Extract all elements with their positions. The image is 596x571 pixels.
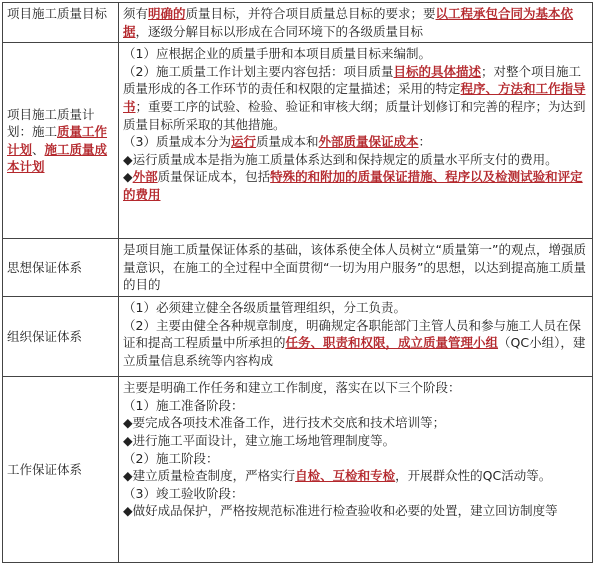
text-segment: ◆建立质量检查制度，严格实行 xyxy=(123,468,296,484)
text-segment: （2）主要由健全各种规章制度，明确规定各职能部门主管人员和参与施工人员在保证和提高工程质量中所承担的 xyxy=(123,317,581,351)
text-segment: ◆要完成各项技术准备工作，进行技术交底和技术培训等； xyxy=(123,415,446,431)
text-segment: 是项目施工质量保证体系的基础，该体系使全体人员树立“质量第一”的观点，增强质量意识，在施工的全过程中全面贯彻“一切为用户服务”的思想，以达到提高施工质量的目的 xyxy=(123,242,586,293)
content-paragraph xyxy=(123,379,588,397)
text-segment: ，开展群众性的QC活动等。 xyxy=(395,468,552,484)
content-paragraph xyxy=(123,168,588,203)
quality-plan-row xyxy=(3,43,593,239)
text-segment: ◆做好成品保护，严格按规范标准进行检查验收和必要的处置，建立回访制度等 xyxy=(123,503,558,519)
text-segment: ◆运行质量成本是指为施工质量体系达到和保持规定的质量水平所支付的费用。 xyxy=(123,151,558,167)
content-paragraph xyxy=(123,299,588,317)
highlighted-text: 以工程承包合同为基本依据 xyxy=(123,6,574,39)
row-content xyxy=(119,297,593,377)
work-guarantee-row xyxy=(3,377,593,563)
content-paragraph xyxy=(123,241,588,294)
highlighted-text: 明确的 xyxy=(148,6,186,21)
text-segment: 思想保证体系 xyxy=(7,259,83,275)
row-content xyxy=(119,3,593,43)
row-label xyxy=(3,3,119,43)
highlighted-text: 运行 xyxy=(230,134,256,150)
text-segment: 质量保证成本，包括 xyxy=(157,169,271,185)
text-segment: （1）应根据企业的质量手册和本项目质量目标来编制。 xyxy=(123,46,431,62)
text-segment: （1）施工准备阶段： xyxy=(123,397,244,413)
text-segment: （2）施工阶段： xyxy=(123,450,219,466)
quality-system-table xyxy=(2,2,593,563)
thought-guarantee-row xyxy=(3,239,593,297)
row-label xyxy=(3,297,119,377)
text-segment: 须有 xyxy=(123,6,149,21)
row-label xyxy=(3,43,119,239)
text-segment: ： xyxy=(418,134,432,150)
row-label xyxy=(3,377,119,563)
highlighted-text: 目标的具体描述 xyxy=(393,63,481,79)
text-segment: （3）竣工验收阶段： xyxy=(123,485,244,501)
content-paragraph xyxy=(123,5,588,40)
content-paragraph xyxy=(123,467,588,485)
highlighted-text: 质量工作计划 xyxy=(7,124,108,157)
content-paragraph xyxy=(123,485,588,503)
text-segment: ；对整个项目施工质量形成的各工作环节的责任和权限的定量描述；采用的特定 xyxy=(123,63,581,97)
text-segment: ；重要工序的试验、检验、验证和审核大纲；质量计划修订和完善的程序；为达到质量目标所采取的其他措施。 xyxy=(123,98,586,132)
content-paragraph xyxy=(123,502,588,520)
content-paragraph xyxy=(123,45,588,63)
content-paragraph xyxy=(123,397,588,415)
quality-system-table-container xyxy=(2,2,593,563)
content-paragraph xyxy=(123,414,588,432)
text-segment: 主要是明确工作任务和建立工作制度，落实在以下三个阶段： xyxy=(123,380,461,396)
text-segment: （2）施工质量工作计划主要内容包括：项目质量 xyxy=(123,63,394,79)
organization-guarantee-row xyxy=(3,297,593,377)
text-segment: ◆进行施工平面设计，建立施工场地管理制度等。 xyxy=(123,432,396,448)
highlighted-text: 自检、互检和专检 xyxy=(295,468,396,484)
text-segment: （3）质量成本分为 xyxy=(123,134,231,150)
highlighted-text: 施工质量成本计划 xyxy=(7,141,108,175)
text-segment: 项目施工质量目标 xyxy=(7,6,108,21)
text-segment: 项目施工质量计划：施工 xyxy=(7,106,95,140)
text-segment: 、 xyxy=(32,141,45,157)
table-body xyxy=(3,3,593,563)
text-segment: ◆ xyxy=(123,169,133,185)
row-label xyxy=(3,239,119,297)
quality-target-row xyxy=(3,3,593,43)
text-segment: （QC小组），建立质量信息系统等内容构成 xyxy=(123,335,586,368)
text-segment: 工作保证体系 xyxy=(7,461,83,477)
content-paragraph xyxy=(123,151,588,169)
highlighted-text: 任务、职责和权限，成立质量管理小组 xyxy=(285,335,499,351)
text-segment: 质量目标，并符合项目质量总目标的要求；要 xyxy=(185,6,436,21)
content-paragraph xyxy=(123,133,588,151)
content-paragraph xyxy=(123,63,588,133)
content-paragraph xyxy=(123,432,588,450)
row-content xyxy=(119,239,593,297)
text-segment: 质量成本和 xyxy=(255,134,319,150)
highlighted-text: 外部 xyxy=(132,169,158,185)
text-segment: 组织保证体系 xyxy=(7,328,83,344)
row-content xyxy=(119,43,593,239)
row-content xyxy=(119,377,593,563)
text-segment: ，逐级分解目标以形成在合同环境下的各级质量目标 xyxy=(135,23,424,39)
text-segment: （1）必须建立健全各级质量管理组织，分工负责。 xyxy=(123,300,406,316)
content-paragraph xyxy=(123,317,588,370)
content-paragraph xyxy=(123,450,588,468)
highlighted-text: 外部质量保证成本 xyxy=(318,134,419,150)
highlighted-text: 特殊的和附加的质量保证措施、程序以及检测试验和评定的费用 xyxy=(123,169,583,202)
highlighted-text: 程序、方法和工作指导书 xyxy=(123,81,586,114)
